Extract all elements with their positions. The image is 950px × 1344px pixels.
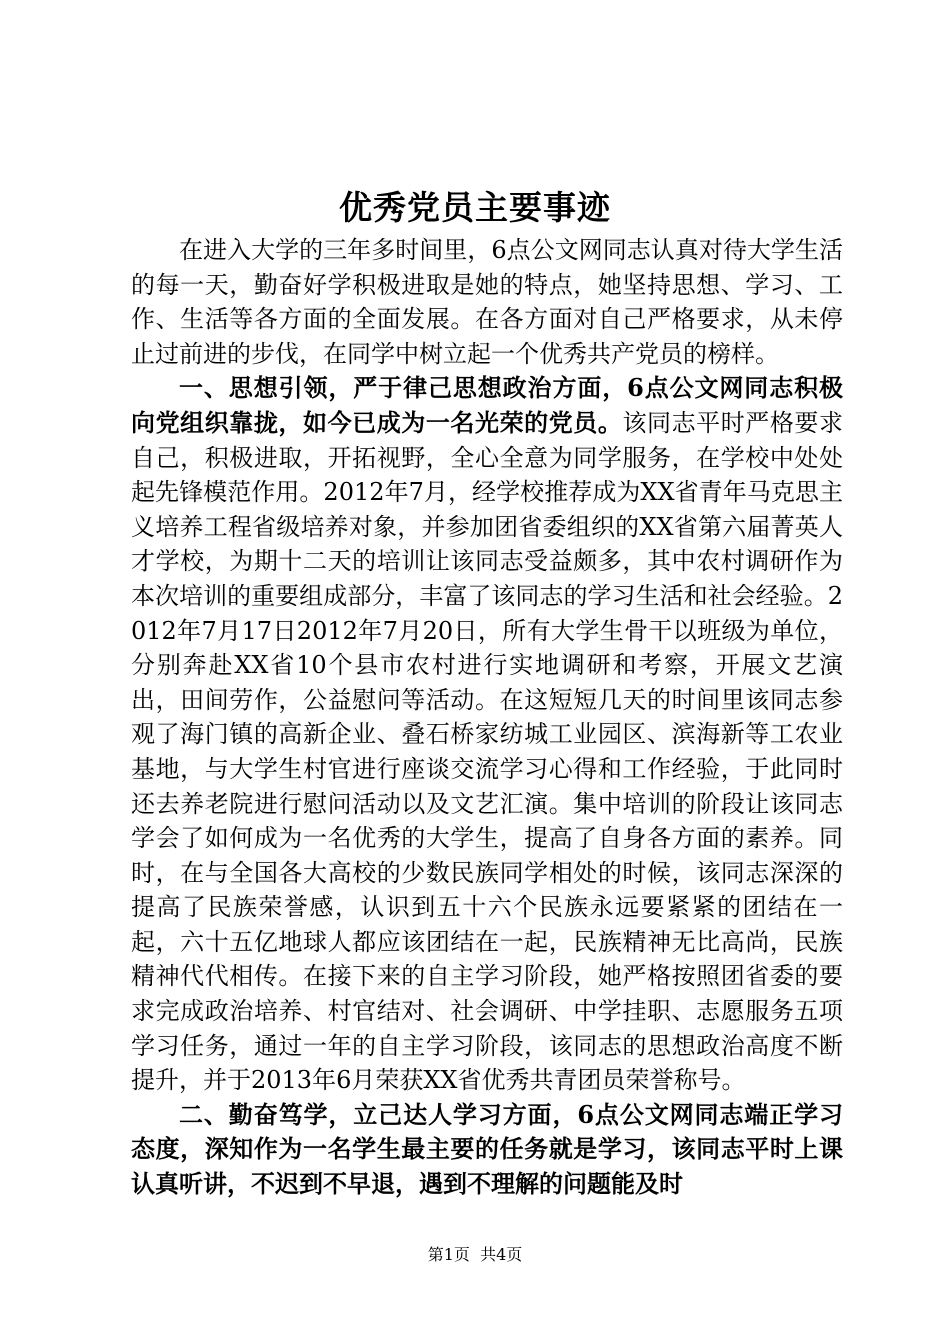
page-total: 共4页 [480,1245,523,1264]
paragraph-section-2 [131,1098,843,1202]
paragraph-section-1 [131,371,843,1097]
page-footer [0,1244,950,1266]
paragraph-text: 该同志平时严格要求自己，积极进取，开拓视野，全心全意为同学服务，在学校中处处起先锋模范作用。2012年7月，经学校推荐成为XX省青年马克思主义培养工程省级培养对象，并参加团省委组织的XX省第六届菁英人才学校，为期十二天的培训让该同志受益颇多，其中农村调研作为本次培训的重要组成部分，丰富了该同志的学习生活和社会经验。2012年7月17日2012年7月20日，所有大学生骨干以班级为单位，分别奔赴XX省10个县市农村进行实地调研和考察，开展文艺演出，田间劳作，公益慰问等活动。在这短短几天的时间里该同志参观了海门镇的高新企业、叠石桥家纺城工业园区、滨海新等工农业基地，与大学生村官进行座谈交流学习心得和工作经验，于此同时还去养老院进行慰问活动以及文艺汇演。集中培训的阶段让该同志学会了如何成为一名优秀的大学生，提高了自身各方面的素养。同时，在与全国各大高校的少数民族同学相处的时候，该同志深深的提高了民族荣誉感，认识到五十六个民族永远要紧紧的团结在一起，六十五亿地球人都应该团结在一起，民族精神无比高尚，民族精神代代相传。在接下来的自主学习阶段，她严格按照团省委的要求完成政治培养、村官结对、社会调研、中学挂职、志愿服务五项学习任务，通过一年的自主学习阶段，该同志的思想政治高度不断提升，并于2013年6月荣获XX省优秀共青团员荣誉称号。 [131,408,844,1095]
paragraph-text: 在进入大学的三年多时间里，6点公文网同志认真对待大学生活的每一天，勤奋好学积极进取是她的特点，她坚持思想、学习、工作、生活等各方面的全面发展。在各方面对自己严格要求，从未停止过前进的步伐，在同学中树立起一个优秀共产党员的榜样。 [131,236,843,368]
document-title: 优秀党员主要事迹 [339,188,611,227]
paragraph-lead: 二、勤奋笃学，立己达人学习方面，6点公文网同志端正学习态度，深知作为一名学生最主要的任务就是学习，该同志平时上课认真听讲，不迟到不早退，遇到不理解的问题能及时 [131,1099,843,1199]
document-body [131,233,843,1202]
paragraph-lead: 一、思想引领，严于律己思想政治方面，6点公文网同志积极向党组织靠拢，如今已成为一名光荣的党员。 [131,373,843,437]
page-number: 第1页 [427,1245,470,1264]
paragraph-intro [131,233,843,371]
